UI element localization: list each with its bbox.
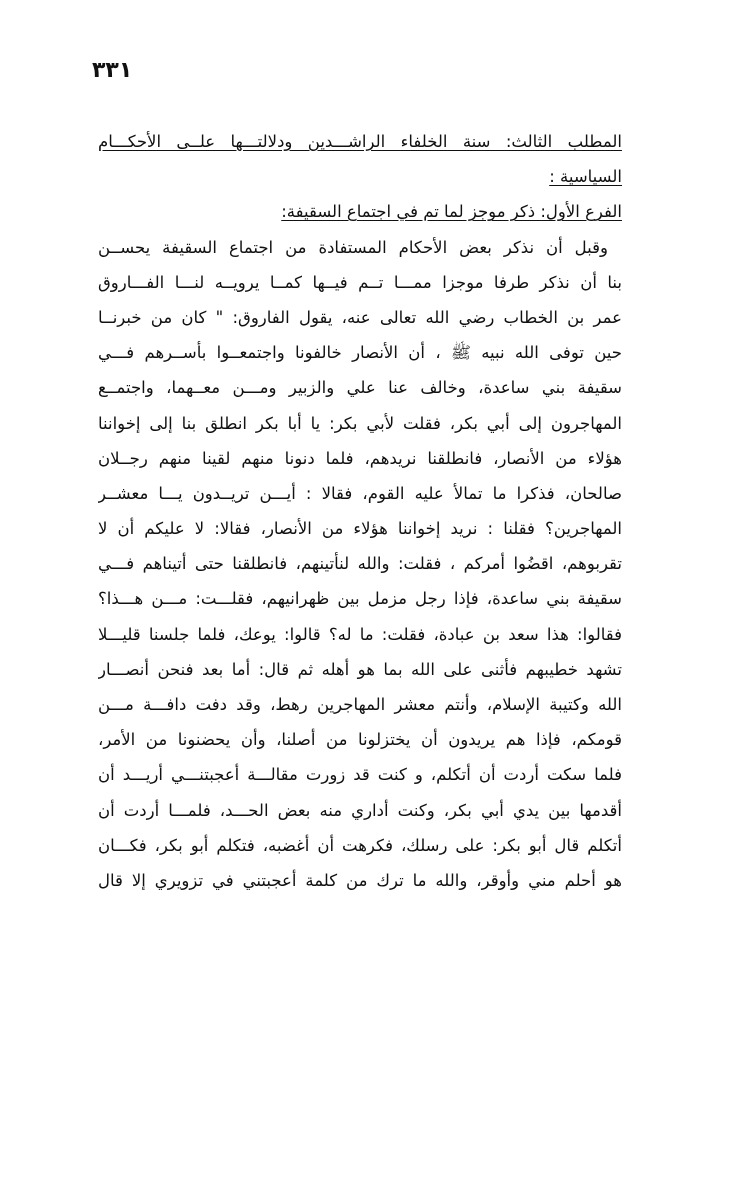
page-number: ٣٣١	[92, 58, 133, 83]
page-body	[98, 124, 622, 898]
text-line: تشهد خطيبهم فأثنى على الله بما هو أهله ثم قال: أما بعد فنحن أنصـــار	[98, 659, 622, 679]
text-line: هو أحلم مني وأوقر، والله ما ترك من كلمة أعجبتني في تزويري إلا قال	[98, 870, 622, 890]
text-line: بنا أن نذكر طرفا موجزا ممـــا تــم فيــها كمــا يرويــه لنـــا الفـــاروق	[98, 272, 622, 292]
text-line: سقيفة بني ساعدة، وخالف عنا علي والزبير ومـــن معــهما، واجتمــع	[98, 378, 622, 398]
subsection-heading: الفرع الأول: ذكر موجز لما تم في اجتماع السقيفة:	[281, 202, 622, 222]
text-line: صالحان، فذكرا ما تمالأ عليه القوم، فقالا : أيـــن تريــدون يـــا معشــر	[98, 483, 622, 503]
text-line: المهاجرين؟ فقلنا : نريد إخواننا هؤلاء من الأنصار، فقالا: لا عليكم أن لا	[98, 519, 622, 539]
text-line: عمر بن الخطاب رضي الله تعالى عنه، يقول الفاروق: " كان من خبرنــا	[98, 307, 622, 327]
text-line: الله وكتيبة الإسلام، وأنتم معشر المهاجرين رهط، وقد دفت دافـــة مـــن	[98, 695, 622, 714]
section-heading: المطلب الثالث: سنة الخلفاء الراشـــدين ودلالتـــها علــى الأحكـــام	[98, 132, 622, 151]
section-heading-continued: السياسية :	[549, 167, 622, 187]
text-line: فلما سكت أردت أن أتكلم، و كنت قد زورت مقالـــة أعجبتنـــي أريـــد أن	[98, 765, 622, 785]
text-line: سقيفة بني ساعدة، فإذا رجل مزمل بين ظهرانيهم، فقلـــت: مـــن هـــذا؟	[98, 589, 622, 609]
text-line: تقربوهم، اقضُوا أمركم ، فقلت: والله لنأتينهم، فانطلقنا حتى أتيناهم فـــي	[98, 554, 622, 574]
text-line: أتكلم قال أبو بكر: على رسلك، فكرهت أن أغضبه، فتكلم أبو بكر، فكـــان	[98, 835, 622, 855]
text-line: حين توفى الله نبيه ﷺ ، أن الأنصار خالفونا واجتمعــوا بأســرهم فـــي	[98, 343, 622, 363]
text-line: وقبل أن نذكر بعض الأحكام المستفادة من اجتماع السقيفة يحســن	[98, 237, 608, 257]
text-line: فقالوا: هذا سعد بن عبادة، فقلت: ما له؟ قالوا: يوعك، فلما جلسنا قليـــلا	[98, 624, 622, 644]
text-line: قومكم، فإذا هم يريدون أن يختزلونا من أصلنا، وأن يحضنونا من الأمر،	[98, 730, 622, 750]
text-line: هؤلاء من الأنصار، فانطلقنا نريدهم، فلما دنونا منهم لقينا منهم رجــلان	[98, 448, 622, 468]
body-text	[98, 230, 622, 899]
text-line: أقدمها بين يدي أبي بكر، وكنت أداري منه بعض الحـــد، فلمـــا أردت أن	[98, 800, 622, 820]
text-line: المهاجرون إلى أبي بكر، فقلت لأبي بكر: يا أبا بكر انطلق بنا إلى إخواننا	[98, 413, 622, 433]
